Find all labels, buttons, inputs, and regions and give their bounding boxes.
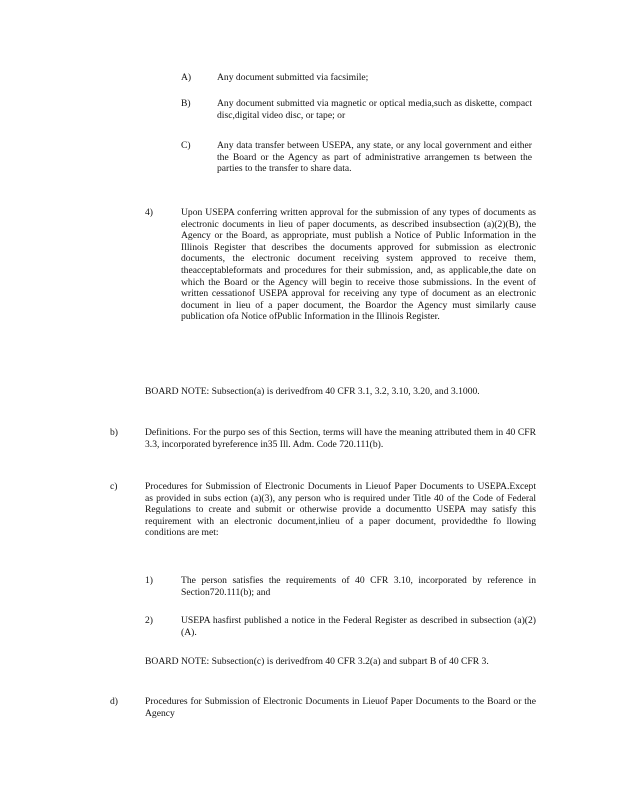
board-note-a: BOARD NOTE: Subsection(a) is derivedfrom 40 CFR 3.1, 3.2, 3.10, 3.20, and 3.1000. [145,386,480,397]
item-text-b: Any document submitted via magnetic or optical media,such as diskette, compact disc,digital video disc, or tape; or [217,98,532,121]
item-label-4: 4) [145,207,153,218]
item-text-4: Upon USEPA conferring written approval for the submission of any types of documents as electronic documents in lieu of paper documents, as described insubsection (a)(2)(B), the Agency or the Board, as appropriate, must publish a Notice of Public Information in the Illinois Register that describes the documents approved for submission as electronic documents, the electronic document receiving system approved to receive them, theacceptableformats and procedures for their submission, and, as applicable,the date on which the Board or the Agency will begin to receive those submissions. In the event of written cessationof USEPA approval for receiving any type of document as an electronic document in lieu of a paper document, the Boardor the Agency must similarly cause publication ofa Notice ofPublic Information in the Illinois Register. [181,207,536,323]
section-text-c: Procedures for Submission of Electronic Documents in Lieuof Paper Documents to USEPA.Except as provided in subs ection (a)(3), any person who is required under Title 40 of the Code of Federal Regulations to create and submit or otherwise provide a documentto USEPA may satisfy this requirement with an electronic document,inlieu of a paper document, providedthe fo llowing conditions are met: [145,481,536,539]
subitem-label-c1: 1) [145,575,153,586]
item-label-a: A) [181,72,192,83]
subitem-text-c2: USEPA hasfirst published a notice in the Federal Register as described in subsection (a)(2)(A). [181,615,536,638]
section-label-b: b) [110,427,118,438]
subitem-label-c2: 2) [145,615,153,626]
section-label-c: c) [110,481,118,492]
section-label-d: d) [110,696,118,707]
section-text-d: Procedures for Submission of Electronic Documents in Lieuof Paper Documents to the Board or the Agency [145,696,536,719]
section-text-b: Definitions. For the purpo ses of this Section, terms will have the meaning attributed them in 40 CFR 3.3, incorporated byreference in35 Ill. Adm. Code 720.111(b). [145,427,536,450]
item-label-c: C) [181,140,191,151]
item-label-b: B) [181,98,191,109]
subitem-text-c1: The person satisfies the requirements of 40 CFR 3.10, incorporated by reference in Section720.111(b); and [181,575,536,598]
board-note-c: BOARD NOTE: Subsection(c) is derivedfrom 40 CFR 3.2(a) and subpart B of 40 CFR 3. [145,656,489,667]
item-text-c: Any data transfer between USEPA, any state, or any local government and either the Board or the Agency as part of administrative arrangemen ts between the parties to the transfer to share data. [217,140,532,175]
item-text-a: Any document submitted via facsimile; [217,72,369,83]
